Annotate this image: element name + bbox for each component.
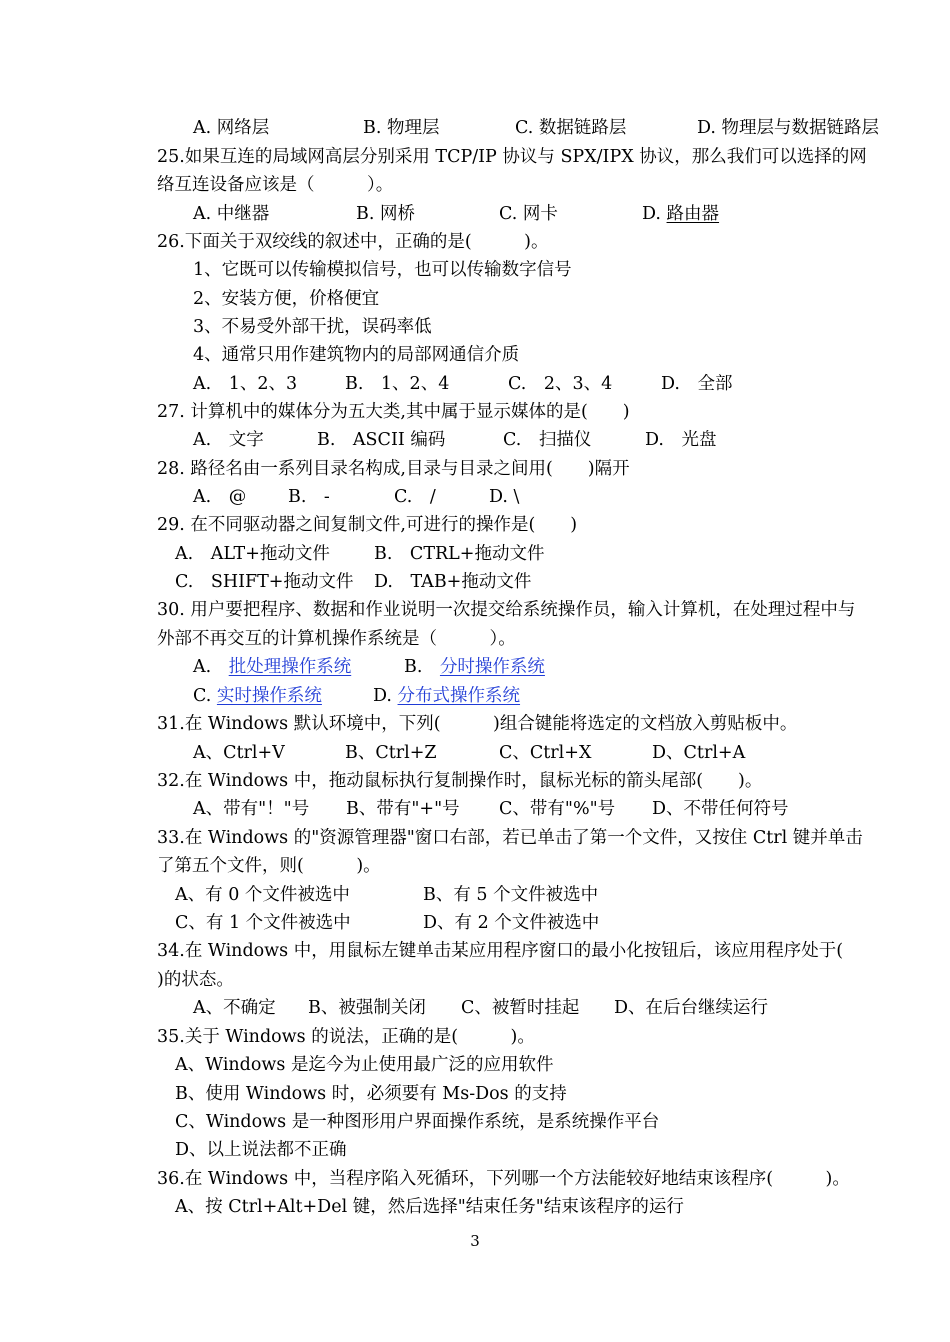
q34-option-b: B、被强制关闭	[308, 998, 426, 1018]
q26-item-3: 3、不易受外部干扰，误码率低	[193, 317, 432, 337]
q26-option-b: B. 1、2、4	[345, 374, 450, 394]
q28-options	[193, 486, 519, 508]
q25-option-b: B. 网桥	[356, 204, 415, 224]
q30-option-b: B. 分时操作系统	[404, 657, 545, 677]
q31-option-d: D、Ctrl+A	[652, 743, 746, 763]
q36-stem: 36.在 Windows 中，当程序陷入死循环，下列哪一个方法能较好地结束该程序( )。	[157, 1169, 850, 1189]
q27-option-d: D. 光盘	[645, 430, 717, 450]
q24-option-a: A. 网络层	[193, 118, 270, 138]
q35-option-a: A、Windows 是迄今为止使用最广泛的应用软件	[175, 1055, 554, 1075]
q30-option-d: D. 分布式操作系统	[373, 686, 521, 706]
q35-option-b: B、使用 Windows 时，必须要有 Ms-Dos 的支持	[175, 1084, 567, 1104]
q30-option-a: A. 批处理操作系统	[193, 657, 352, 677]
q34-option-c: C、被暂时挂起	[461, 998, 580, 1018]
q29-option-a: A. ALT+拖动文件	[175, 544, 330, 564]
q33-option-a: A、有 0 个文件被选中	[175, 885, 350, 905]
q30-link-batch-os[interactable]: 批处理操作系统	[228, 657, 352, 677]
q33-option-d: D、有 2 个文件被选中	[423, 913, 600, 933]
q30-stem-line2: 外部不再交互的计算机操作系统是（ ）。	[157, 629, 516, 649]
q28-option-d: D. \	[489, 487, 520, 507]
q29-option-b: B. CTRL+拖动文件	[374, 544, 545, 564]
q33-options-row2	[175, 912, 599, 934]
q30-link-distributed-os[interactable]: 分布式操作系统	[397, 686, 521, 706]
q26-option-a: A. 1、2、3	[193, 374, 298, 394]
q30-link-realtime-os[interactable]: 实时操作系统	[216, 686, 322, 706]
q29-option-d: D. TAB+拖动文件	[374, 572, 532, 592]
q27-stem: 27. 计算机中的媒体分为五大类,其中属于显示媒体的是( )	[157, 402, 630, 422]
q26-item-1: 1、它既可以传输模拟信号，也可以传输数字信号	[193, 260, 572, 280]
q34-option-d: D、在后台继续运行	[614, 998, 769, 1018]
q33-stem-line1: 33.在 Windows 的"资源管理器"窗口右部，若已单击了第一个文件，又按住 Ctrl 键并单击	[157, 828, 863, 848]
q34-option-a: A、不确定	[193, 998, 276, 1018]
page-number: 3	[470, 1232, 480, 1250]
q32-option-d: D、不带任何符号	[652, 799, 789, 819]
q29-option-c: C. SHIFT+拖动文件	[175, 572, 354, 592]
q32-stem: 32.在 Windows 中，拖动鼠标执行复制操作时，鼠标光标的箭头尾部( )。	[157, 771, 763, 791]
q31-options	[193, 742, 745, 764]
q26-item-4: 4、通常只用作建筑物内的局部网通信介质	[193, 345, 520, 365]
q30-stem-line1: 30. 用户要把程序、数据和作业说明一次提交给系统操作员，输入计算机，在处理过程中与	[157, 600, 856, 620]
q33-options-row1	[175, 884, 598, 906]
q34-stem-line1: 34.在 Windows 中，用鼠标左键单击某应用程序窗口的最小化按钮后，该应用程序处于(	[157, 941, 844, 961]
q24-option-c: C. 数据链路层	[515, 118, 627, 138]
q33-stem-line2: 了第五个文件，则( )。	[157, 856, 381, 876]
q24-option-b: B. 物理层	[363, 118, 440, 138]
q24-options	[193, 117, 879, 139]
q31-option-a: A、Ctrl+V	[193, 743, 285, 763]
q24-option-d: D. 物理层与数据链路层	[697, 118, 880, 138]
q25-option-d: D. 路由器	[642, 204, 720, 224]
q28-stem: 28. 路径名由一系列目录名构成,目录与目录之间用( )隔开	[157, 459, 630, 479]
q29-stem: 29. 在不同驱动器之间复制文件,可进行的操作是( )	[157, 515, 578, 535]
q25-answer-router: 路由器	[666, 204, 720, 224]
q27-option-b: B. ASCII 编码	[317, 430, 446, 450]
q30-option-c: C. 实时操作系统	[193, 686, 322, 706]
q33-option-c: C、有 1 个文件被选中	[175, 913, 351, 933]
q30-options-row2	[193, 685, 520, 707]
q31-option-c: C、Ctrl+X	[499, 743, 592, 763]
q32-options	[193, 798, 789, 820]
q28-option-b: B. -	[288, 487, 330, 507]
q35-option-d: D、以上说法都不正确	[175, 1140, 347, 1160]
q26-stem: 26.下面关于双绞线的叙述中，正确的是( )。	[157, 232, 549, 252]
q26-options	[193, 373, 732, 395]
q25-options	[193, 203, 719, 225]
q31-stem: 31.在 Windows 默认环境中，下列( )组合键能将选定的文档放入剪贴板中。	[157, 714, 798, 734]
q25-option-a: A. 中继器	[193, 204, 270, 224]
q32-option-c: C、带有"%"号	[499, 799, 616, 819]
q30-options-row1	[193, 656, 545, 678]
q25-option-c: C. 网卡	[499, 204, 558, 224]
q36-option-a: A、按 Ctrl+Alt+Del 键，然后选择"结束任务"结束该程序的运行	[175, 1197, 684, 1217]
q31-option-b: B、Ctrl+Z	[345, 743, 437, 763]
q27-option-a: A. 文字	[193, 430, 264, 450]
q26-option-c: C. 2、3、4	[508, 374, 613, 394]
q26-option-d: D. 全部	[661, 374, 733, 394]
q29-options-row1	[175, 543, 544, 565]
q35-option-c: C、Windows 是一种图形用户界面操作系统，是系统操作平台	[175, 1112, 660, 1132]
q28-option-a: A. @	[193, 487, 247, 507]
q27-options	[193, 429, 716, 451]
q25-stem-line2: 络互连设备应该是（ ）。	[157, 175, 394, 195]
q25-stem-line1: 25.如果互连的局域网高层分别采用 TCP/IP 协议与 SPX/IPX 协议，那么我们可以选择的网	[157, 147, 867, 167]
q32-option-a: A、带有"！"号	[193, 799, 310, 819]
q30-link-timesharing-os[interactable]: 分时操作系统	[439, 657, 545, 677]
q34-stem-line2: )的状态。	[157, 970, 234, 990]
q35-stem: 35.关于 Windows 的说法，正确的是( )。	[157, 1027, 535, 1047]
q33-option-b: B、有 5 个文件被选中	[423, 885, 599, 905]
q29-options-row2	[175, 571, 531, 593]
q32-option-b: B、带有"+"号	[346, 799, 460, 819]
q34-options	[193, 997, 768, 1019]
q26-item-2: 2、安装方便，价格便宜	[193, 289, 380, 309]
q28-option-c: C. /	[394, 487, 436, 507]
q27-option-c: C. 扫描仪	[503, 430, 592, 450]
